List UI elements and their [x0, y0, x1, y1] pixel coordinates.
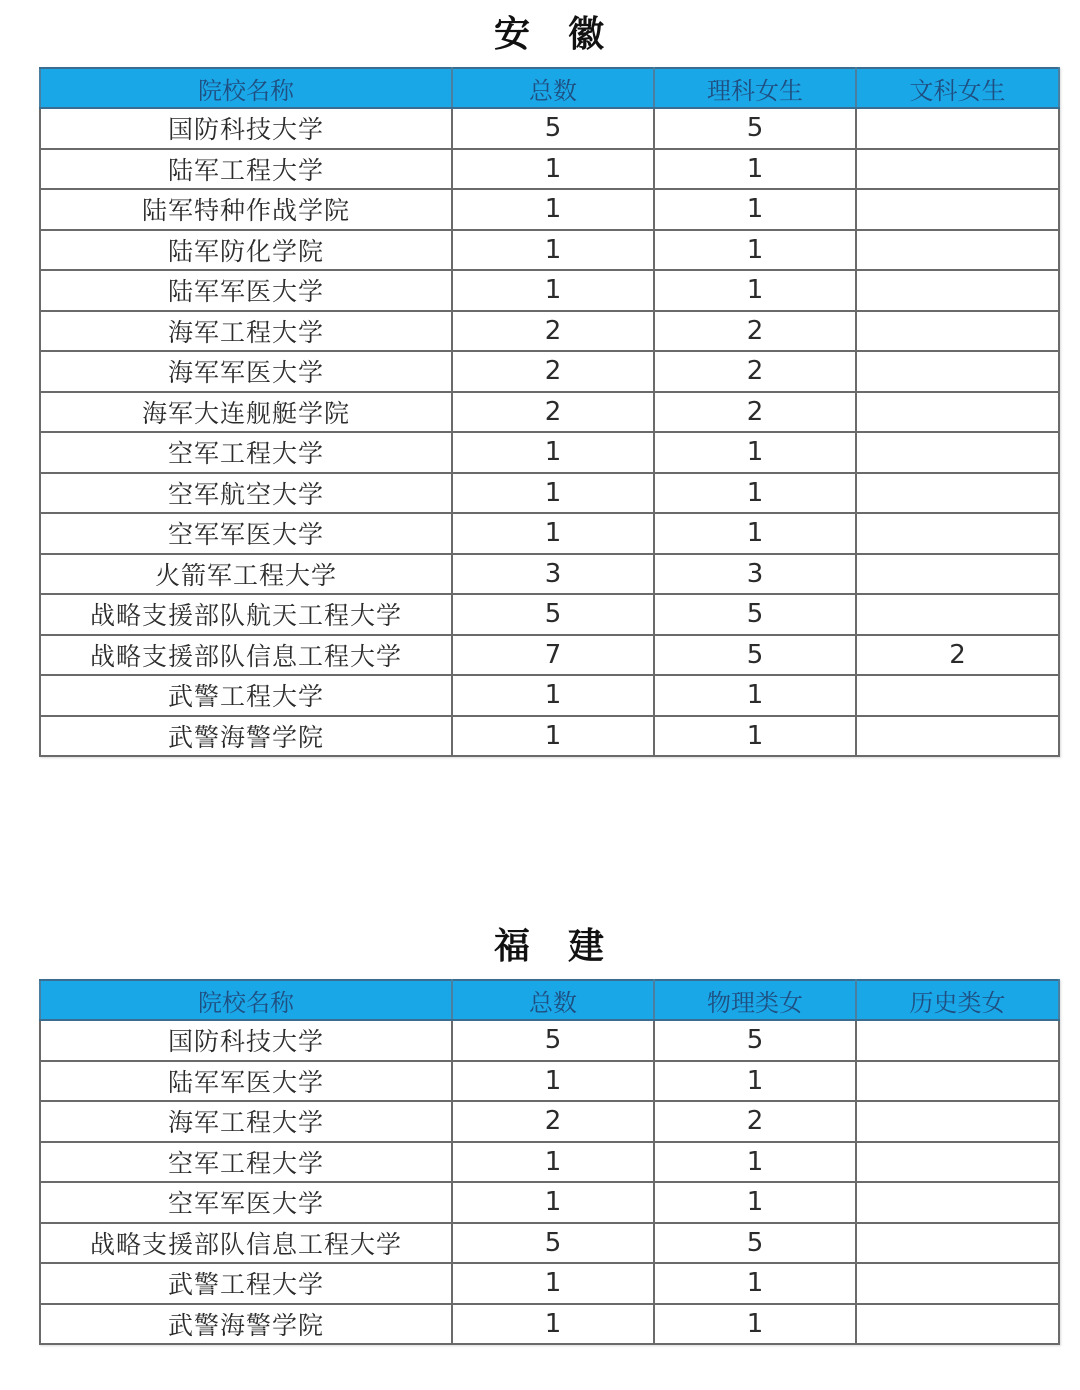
science-female-cell: 2: [654, 351, 856, 392]
table-row: [40, 270, 1059, 311]
history-female-cell: [856, 1020, 1059, 1061]
school-name-cell: 国防科技大学: [40, 108, 452, 149]
physics-female-cell: 5: [654, 1223, 856, 1264]
school-name-cell: 海军军医大学: [40, 351, 452, 392]
total-cell: 1: [452, 1061, 654, 1102]
arts-female-cell: [856, 432, 1059, 473]
science-female-cell: 5: [654, 635, 856, 676]
school-name-cell: 空军军医大学: [40, 1182, 452, 1223]
science-female-cell: 3: [654, 554, 856, 595]
table-row: [40, 594, 1059, 635]
school-name-cell: 空军工程大学: [40, 1142, 452, 1183]
table-row: [40, 351, 1059, 392]
history-female-cell: [856, 1304, 1059, 1345]
school-name-cell: 陆军特种作战学院: [40, 189, 452, 230]
school-name-cell: 陆军工程大学: [40, 149, 452, 190]
school-name-cell: 空军军医大学: [40, 513, 452, 554]
arts-female-cell: [856, 230, 1059, 271]
school-name-cell: 国防科技大学: [40, 1020, 452, 1061]
science-female-cell: 1: [654, 473, 856, 514]
total-cell: 1: [452, 149, 654, 190]
science-female-cell: 1: [654, 230, 856, 271]
school-name-cell: 陆军防化学院: [40, 230, 452, 271]
table-row: [40, 1263, 1059, 1304]
column-header-school: 院校名称: [40, 980, 452, 1020]
column-header-school: 院校名称: [40, 68, 452, 108]
school-name-cell: 武警工程大学: [40, 675, 452, 716]
arts-female-cell: [856, 594, 1059, 635]
table-header-row: [40, 68, 1059, 108]
school-name-cell: 海军工程大学: [40, 311, 452, 352]
arts-female-cell: [856, 351, 1059, 392]
science-female-cell: 1: [654, 189, 856, 230]
section-title-fujian: [0, 918, 1080, 969]
table-row: [40, 1061, 1059, 1102]
school-name-cell: 陆军军医大学: [40, 1061, 452, 1102]
total-cell: 1: [452, 1304, 654, 1345]
history-female-cell: [856, 1182, 1059, 1223]
school-name-cell: 武警工程大学: [40, 1263, 452, 1304]
arts-female-cell: [856, 108, 1059, 149]
arts-female-cell: [856, 716, 1059, 757]
table-row: [40, 554, 1059, 595]
column-header-history-female: 历史类女: [856, 980, 1059, 1020]
arts-female-cell: [856, 473, 1059, 514]
total-cell: 3: [452, 554, 654, 595]
school-name-cell: 空军航空大学: [40, 473, 452, 514]
total-cell: 2: [452, 311, 654, 352]
total-cell: 1: [452, 513, 654, 554]
table-row: [40, 392, 1059, 433]
table-row: [40, 513, 1059, 554]
total-cell: 1: [452, 432, 654, 473]
physics-female-cell: 1: [654, 1182, 856, 1223]
total-cell: 5: [452, 1223, 654, 1264]
school-name-cell: 火箭军工程大学: [40, 554, 452, 595]
fujian-admissions-table: [39, 979, 1060, 1345]
table-row: [40, 432, 1059, 473]
section-title-anhui: [0, 6, 1080, 57]
arts-female-cell: [856, 513, 1059, 554]
table-row: [40, 1101, 1059, 1142]
science-female-cell: 1: [654, 513, 856, 554]
arts-female-cell: [856, 554, 1059, 595]
history-female-cell: [856, 1101, 1059, 1142]
title-char: 福: [493, 926, 532, 967]
arts-female-cell: 2: [856, 635, 1059, 676]
table-row: [40, 108, 1059, 149]
total-cell: 1: [452, 270, 654, 311]
physics-female-cell: 1: [654, 1142, 856, 1183]
title-char: 建: [568, 926, 607, 967]
science-female-cell: 1: [654, 716, 856, 757]
physics-female-cell: 1: [654, 1304, 856, 1345]
total-cell: 1: [452, 1182, 654, 1223]
table-row: [40, 1223, 1059, 1264]
table-row: [40, 189, 1059, 230]
science-female-cell: 2: [654, 311, 856, 352]
total-cell: 5: [452, 594, 654, 635]
table-header-row: [40, 980, 1059, 1020]
table-row: [40, 716, 1059, 757]
history-female-cell: [856, 1061, 1059, 1102]
total-cell: 5: [452, 108, 654, 149]
column-header-total: 总数: [452, 68, 654, 108]
table-row: [40, 1182, 1059, 1223]
school-name-cell: 武警海警学院: [40, 716, 452, 757]
column-header-science-female: 理科女生: [654, 68, 856, 108]
table-row: [40, 149, 1059, 190]
total-cell: 7: [452, 635, 654, 676]
physics-female-cell: 1: [654, 1263, 856, 1304]
arts-female-cell: [856, 311, 1059, 352]
history-female-cell: [856, 1223, 1059, 1264]
column-header-total: 总数: [452, 980, 654, 1020]
total-cell: 1: [452, 189, 654, 230]
physics-female-cell: 2: [654, 1101, 856, 1142]
title-char: 徽: [568, 14, 607, 55]
total-cell: 5: [452, 1020, 654, 1061]
history-female-cell: [856, 1263, 1059, 1304]
arts-female-cell: [856, 189, 1059, 230]
column-header-arts-female: 文科女生: [856, 68, 1059, 108]
science-female-cell: 5: [654, 108, 856, 149]
total-cell: 1: [452, 1263, 654, 1304]
table-row: [40, 1304, 1059, 1345]
arts-female-cell: [856, 270, 1059, 311]
title-char: 安: [493, 14, 532, 55]
science-female-cell: 5: [654, 594, 856, 635]
total-cell: 1: [452, 1142, 654, 1183]
total-cell: 1: [452, 675, 654, 716]
total-cell: 1: [452, 473, 654, 514]
table-row: [40, 1020, 1059, 1061]
arts-female-cell: [856, 149, 1059, 190]
history-female-cell: [856, 1142, 1059, 1183]
table-row: [40, 230, 1059, 271]
science-female-cell: 1: [654, 432, 856, 473]
table-row: [40, 311, 1059, 352]
school-name-cell: 海军工程大学: [40, 1101, 452, 1142]
school-name-cell: 战略支援部队信息工程大学: [40, 1223, 452, 1264]
science-female-cell: 2: [654, 392, 856, 433]
science-female-cell: 1: [654, 675, 856, 716]
total-cell: 2: [452, 351, 654, 392]
arts-female-cell: [856, 675, 1059, 716]
table-row: [40, 675, 1059, 716]
total-cell: 1: [452, 230, 654, 271]
school-name-cell: 空军工程大学: [40, 432, 452, 473]
column-header-physics-female: 物理类女: [654, 980, 856, 1020]
table-row: [40, 473, 1059, 514]
total-cell: 1: [452, 716, 654, 757]
school-name-cell: 战略支援部队信息工程大学: [40, 635, 452, 676]
arts-female-cell: [856, 392, 1059, 433]
table-row: [40, 635, 1059, 676]
table-row: [40, 1142, 1059, 1183]
total-cell: 2: [452, 1101, 654, 1142]
school-name-cell: 陆军军医大学: [40, 270, 452, 311]
science-female-cell: 1: [654, 149, 856, 190]
science-female-cell: 1: [654, 270, 856, 311]
school-name-cell: 武警海警学院: [40, 1304, 452, 1345]
anhui-admissions-table: [39, 67, 1060, 757]
physics-female-cell: 5: [654, 1020, 856, 1061]
school-name-cell: 战略支援部队航天工程大学: [40, 594, 452, 635]
school-name-cell: 海军大连舰艇学院: [40, 392, 452, 433]
total-cell: 2: [452, 392, 654, 433]
physics-female-cell: 1: [654, 1061, 856, 1102]
